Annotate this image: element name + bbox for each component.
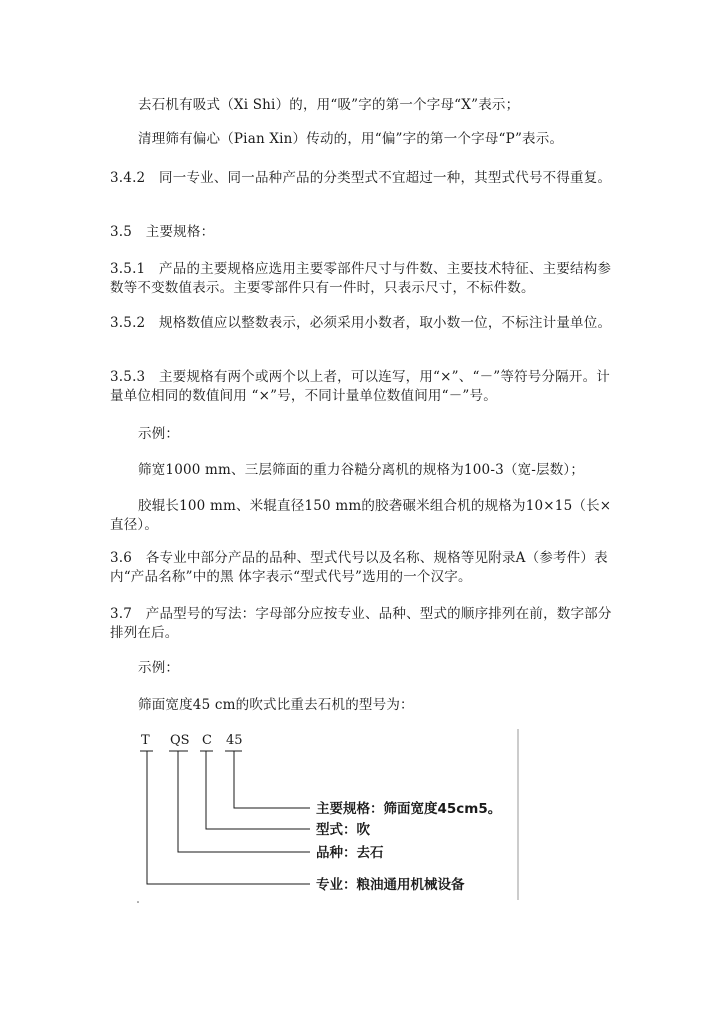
code-profession: T (141, 733, 150, 748)
paragraph-3-5-2: 3.5.2 规格数值应以整数表示，必须采用小数者，取小数一位，不标注计量单位。 (110, 315, 612, 331)
code-spec: 45 (226, 733, 243, 748)
paragraph-3-5-1: 3.5.1 产品的主要规格应选用主要零部件尺寸与件数、主要技术特征、主要结构参数等不变数值表示。主要零部件只有一件时，只表示尺寸，不标件数。 (110, 261, 612, 296)
annotation-variety: 品种：去石 (316, 845, 384, 861)
paragraph-3-7: 3.7 产品型号的写法：字母部分应按专业、品种、型式的顺序排列在前，数字部分排列在后。 (110, 606, 612, 641)
annotation-type: 型式：吹 (316, 822, 370, 838)
paragraph-suction-destoner: 去石机有吸式（Xi Shi）的，用“吸”字的第一个字母“X”表示； (138, 97, 520, 113)
paragraph-3-6: 3.6 各专业中部分产品的品种、型式代号以及名称、规格等见附录A（参考件）表内“产品名称”中的黑 体字表示“型式代号”选用的一个汉字。 (110, 550, 608, 585)
code-type: C (202, 733, 212, 748)
leader-type (206, 751, 310, 829)
paragraph-eccentric-sieve: 清理筛有偏心（Pian Xin）传动的，用“偏”字的第一个字母“P”表示。 (138, 131, 564, 147)
example-sieve-width: 筛宽1000 mm、三层筛面的重力谷糙分离机的规格为100-3（宽-层数）； (138, 462, 585, 478)
code-variety: QS (170, 733, 190, 748)
stray-dot (137, 901, 139, 903)
paragraph-3-4-2: 3.4.2 同一专业、同一品种产品的分类型式不宜超过一种，其型式代号不得重复。 (110, 170, 612, 186)
leader-spec (234, 751, 310, 808)
model-code-diagram (130, 725, 530, 910)
leader-variety (178, 751, 310, 852)
annotation-spec: 主要规格：筛面宽度45cm5。 (316, 801, 502, 817)
example-label-2: 示例： (138, 660, 180, 676)
example-model-intro: 筛面宽度45 cm的吹式比重去石机的型号为： (138, 697, 414, 713)
annotation-profession: 专业：粮油通用机械设备 (316, 877, 465, 893)
example-rubber-roll: 胶辊长100 mm、米辊直径150 mm的胶砻碾米组合机的规格为10×15（长×直径）。 (110, 498, 612, 533)
example-label-1: 示例： (138, 426, 180, 442)
leader-profession (147, 751, 310, 884)
heading-3-5: 3.5 主要规格： (110, 224, 215, 240)
paragraph-3-5-3: 3.5.3 主要规格有两个或两个以上者，可以连写，用“×”、“－”等符号分隔开。计量单位相同的数值间用 “×”号，不同计量单位数值间用“－”号。 (110, 369, 610, 404)
